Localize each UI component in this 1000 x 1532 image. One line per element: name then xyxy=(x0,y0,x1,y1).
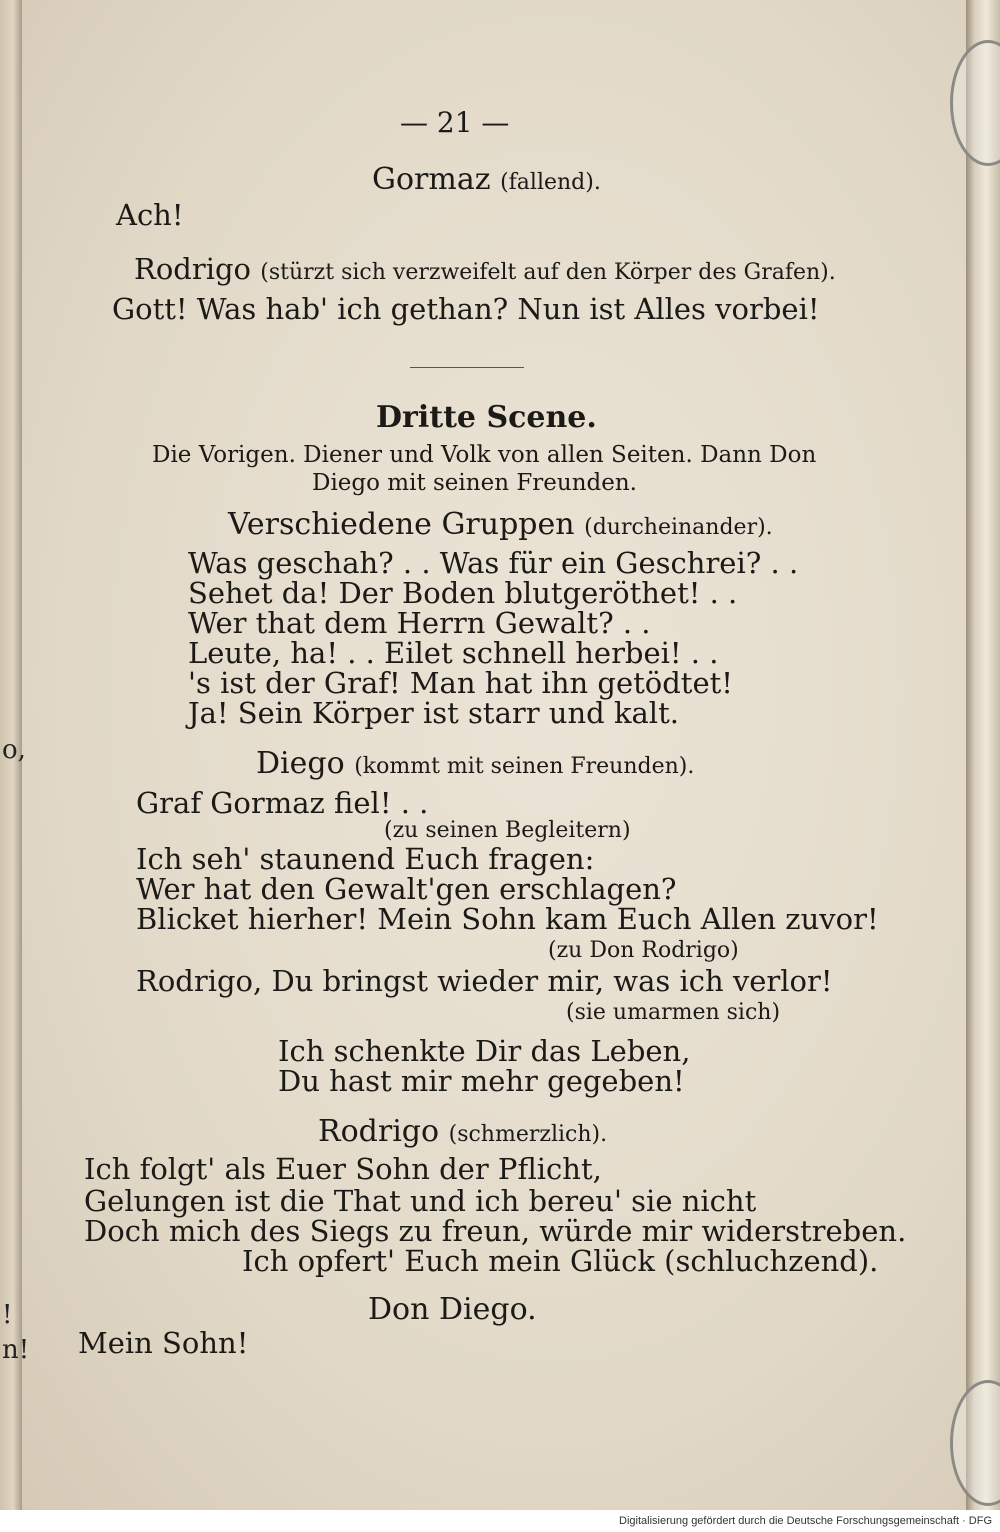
right-page-edge xyxy=(966,0,1000,1532)
verse-line: Gott! Was hab' ich gethan? Nun ist Alles vorbei! xyxy=(112,292,820,326)
page-clip-top xyxy=(950,40,1000,166)
verse-line: Ich folgt' als Euer Sohn der Pflicht, xyxy=(84,1152,602,1186)
section-divider xyxy=(410,367,524,368)
verse-line: Ja! Sein Körper ist starr und kalt. xyxy=(188,696,679,730)
speaker-name: Diego xyxy=(256,746,345,781)
verse-line: Was geschah? . . Was für ein Geschrei? . . xyxy=(188,546,799,580)
verse-line: Doch mich des Siegs zu freun, würde mir widerstreben. xyxy=(84,1214,907,1248)
left-fragment-1: o, xyxy=(2,735,26,765)
speaker-name: Rodrigo xyxy=(318,1114,440,1149)
speaker-name: Gormaz xyxy=(372,162,491,197)
speaker-diego xyxy=(256,746,694,781)
stage-direction: (zu Don Rodrigo) xyxy=(548,938,739,963)
verse-line: Ich opfert' Euch mein Glück (schluchzend). xyxy=(242,1244,879,1278)
stage-direction: (sie umarmen sich) xyxy=(566,1000,781,1025)
digitization-footer: Digitalisierung gefördert durch die Deutsche Forschungsgemeinschaft · DFG xyxy=(0,1510,1000,1532)
verse-line: Mein Sohn! xyxy=(78,1326,249,1360)
speaker-name: Rodrigo xyxy=(134,252,252,286)
verse-line: Sehet da! Der Boden blutgeröthet! . . xyxy=(188,576,738,610)
stage-direction: (fallend). xyxy=(500,170,601,195)
stage-direction: (schmerzlich). xyxy=(448,1122,608,1147)
verse-line: Ach! xyxy=(116,198,184,232)
verse-line: Gelungen ist die That und ich bereu' sie nicht xyxy=(84,1184,757,1218)
page-clip-bottom xyxy=(950,1380,1000,1506)
verse-line: Blicket hierher! Mein Sohn kam Euch Allen zuvor! xyxy=(136,902,879,936)
verse-line: Ich seh' staunend Euch fragen: xyxy=(136,842,595,876)
verse-line: Du hast mir mehr gegeben! xyxy=(278,1064,685,1098)
cast-list-line-2: Diego mit seinen Freunden. xyxy=(312,470,637,496)
left-fragment-2: ! xyxy=(2,1300,13,1330)
speaker-rodrigo xyxy=(318,1114,607,1149)
verse-line: Leute, ha! . . Eilet schnell herbei! . . xyxy=(188,636,719,670)
stage-direction: (zu seinen Begleitern) xyxy=(384,818,631,843)
verse-line: Wer hat den Gewalt'gen erschlagen? xyxy=(136,872,677,906)
stage-direction: (kommt mit seinen Freunden). xyxy=(354,754,695,779)
scene-title: Dritte Scene. xyxy=(376,400,597,435)
speaker-groups xyxy=(228,507,773,542)
page-number: — 21 — xyxy=(400,106,510,139)
verse-line: 's ist der Graf! Man hat ihn getödtet! xyxy=(188,666,733,700)
verse-line: Graf Gormaz fiel! . . xyxy=(136,786,429,820)
speaker-rodrigo-line xyxy=(134,252,836,286)
cast-list-line-1: Die Vorigen. Diener und Volk von allen Seiten. Dann Don xyxy=(152,442,817,468)
stage-direction: (stürzt sich verzweifelt auf den Körper des Grafen). xyxy=(260,260,836,285)
speaker-gormaz xyxy=(372,162,601,197)
verse-line: Wer that dem Herrn Gewalt? . . xyxy=(188,606,651,640)
speaker-don-diego: Don Diego. xyxy=(368,1292,537,1327)
verse-line: Ich schenkte Dir das Leben, xyxy=(278,1034,691,1068)
left-page-edge xyxy=(0,0,30,1532)
speaker-name: Verschiedene Gruppen xyxy=(228,507,575,542)
verse-line: Rodrigo, Du bringst wieder mir, was ich verlor! xyxy=(136,964,833,998)
left-fragment-3: n! xyxy=(2,1335,30,1365)
stage-direction: (durcheinander). xyxy=(584,515,773,540)
